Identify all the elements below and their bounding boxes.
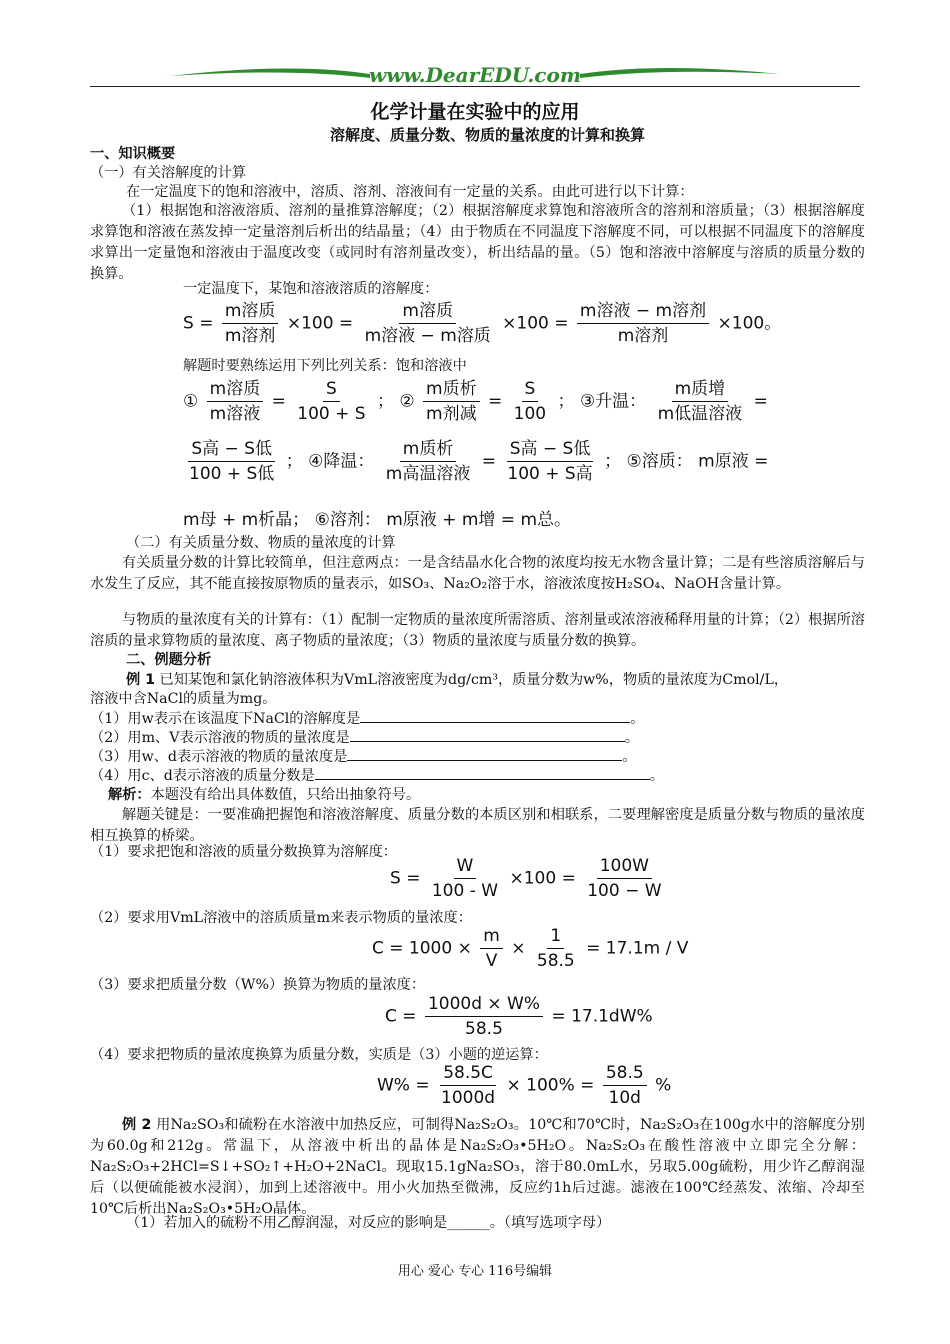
step-3: （3）要求把质量分数（W%）换算为物质的量浓度： (90, 977, 426, 993)
section1-p2: （1）根据饱和溶液溶质、溶剂的量推算溶解度；（2）根据溶解度求算饱和溶液所含的溶剂和溶质量；（3）根据溶解度求算饱和溶液在蒸发掉一定量溶剂后析出的结晶量；（4）由于物质在不同温度下溶解度不同，可以根据不同温度下的溶解度求算出一定量饱和溶液由于温度改变（或同时有溶剂量改变），析出结晶的量。（5）饱和溶液中溶解度与溶质的质量分数的换算。 (90, 203, 865, 282)
equation-2: C = 1000 × $\frac{m}{V}$ × $\frac{1}{58.5}$ = 17.1m / V (372, 926, 689, 971)
section1-sub1: （一）有关溶解度的计算 (90, 165, 247, 181)
formula-solubility: S = $\frac{\text{m溶质}}{\text{m溶剂}}$ ×100 = $\frac{\text{m溶质}}{\text{m溶液 − m溶质}}$ ×100 = $\frac{\text{m溶液 − m溶剂}}{\text{m溶剂}}$ ×100。 (183, 301, 782, 346)
section1-p3: 一定温度下，某饱和溶液溶质的溶解度： (183, 281, 439, 297)
section1-p4: 解题时要熟练运用下列比列关系：饱和溶液中 (183, 358, 467, 374)
step-1: （1）要求把饱和溶液的质量分数换算为溶解度： (90, 844, 397, 860)
example1-line2: 溶液中含NaCl的质量为mg。 (90, 691, 277, 707)
equation-4: W% = $\frac{58.5C}{1000d}$ × 100% = $\frac{58.5}{10d}$ % (377, 1063, 672, 1108)
equation-1: S = $\frac{W}{100 - W}$ ×100 = $\frac{100W}{100 - W}$ (390, 856, 662, 901)
example1-line1: 例 1 已知某饱和氯化钠溶液体积为VmL溶液密度为dg/cm³，质量分数为w%，物质的量浓度为Cmol/L， (126, 672, 789, 688)
section1-p1: 在一定温度下的饱和溶液中，溶质、溶剂、溶液间有一定量的关系。由此可进行以下计算： (126, 184, 694, 200)
page-subtitle: 溶解度、质量分数、物质的量浓度的计算和换算 (330, 126, 646, 144)
step-2: （2）要求用VmL溶液中的溶质质量m来表示物质的量浓度： (90, 910, 472, 926)
analysis-key: 解题关键是：一要准确把握饱和溶液溶解度、质量分数的本质区别和相联系，二要理解密度是质量分数与物质的量浓度相互换算的桥梁。 (90, 807, 865, 844)
question-1: （1）用w表示在该温度下NaCl的溶解度是 。 (90, 708, 865, 730)
formula-ratios-row2: $\frac{\text{S高 − S低}}{\text{100 + S低}}$ ； ④降温： $\frac{\text{m质析}}{\text{m高温溶液}}$ = $\frac{\text{S高 − S低}}{\text{100 + S高}}$ ； ⑤溶质： m原液 = (189, 439, 769, 484)
example1-label: 例 1 (126, 672, 155, 688)
page-footer: 用心 爱心 专心 116号编辑 (397, 1264, 553, 1279)
logo-text: www.DearEDU.com (368, 63, 582, 87)
formula-ratios-row1: ① $\frac{\text{m溶质}}{\text{m溶液}}$ = $\frac{S}{100 + S}$ ； ② $\frac{\text{m质析}}{\text{m剂减}}$ = $\frac{S}{100}$ ； ③升温： $\frac{\text{m质增}}{\text{m低温溶液}}$ = (183, 379, 768, 424)
answer-blank-2[interactable] (350, 727, 625, 742)
example2: 例 2 用Na₂SO₃和硫粉在水溶液中加热反应，可制得Na₂S₂O₃。10℃和70℃时，Na₂S₂O₃在100g水中的溶解度分别为60.0g和212g。常温下，从溶液中析出的晶体是Na₂S₂O₃•5H₂O。Na₂S₂O₃在酸性溶液中立即完全分解：Na₂S₂O₃+2HCl=S↓+SO₂↑+H₂O+2NaCl。现取15.1gNa₂SO₃，溶于80.0mL水，另取5.00g硫粉，用少许乙醇润湿后（以便硫能被水浸润），加到上述溶液中。用小火加热至微沸，反应约1h后过滤。滤液在100℃经蒸发、浓缩、冷却至10℃后析出Na₂S₂O₃•5H₂O晶体。 (90, 1117, 865, 1217)
section1-p5: 有关质量分数的计算比较简单，但注意两点：一是含结晶水化合物的浓度均按无水物含量计算；二是有些溶质溶解后与水发生了反应，其不能直接按原物质的量表示，如SO₃、Na₂O₂溶于水，溶液浓度按H₂SO₄、NaOH含量计算。 (90, 555, 865, 592)
question-4: （4）用c、d表示溶液的质量分数是 。 (90, 765, 865, 787)
equation-3: C = $\frac{1000d \times W\%}{58.5}$ = 17.1dW% (385, 994, 653, 1039)
analysis: 解析：本题没有给出具体数值，只给出抽象符号。 (108, 787, 421, 803)
analysis-label: 解析： (108, 787, 151, 803)
question-2: （2）用m、V表示溶液的物质的量浓度是 。 (90, 727, 865, 749)
section1-p6: 与物质的量浓度有关的计算有：（1）配制一定物质的量浓度所需溶质、溶剂量或浓溶液稀释用量的计算；（2）根据所溶溶质的量求算物质的量浓度、离子物质的量浓度；（3）物质的量浓度与质量分数的换算。 (90, 612, 865, 649)
example2-label: 例 2 (122, 1117, 152, 1133)
question-3: （3）用w、d表示溶液的物质的量浓度是 。 (90, 746, 865, 768)
example2-question1: （1）若加入的硫粉不用乙醇润湿，对反应的影响是______。（填写选项字母） (126, 1215, 611, 1231)
header-rule (90, 86, 860, 87)
section1-sub2: （二）有关质量分数、物质的量浓度的计算 (126, 535, 396, 551)
section1-heading: 一、知识概要 (90, 146, 176, 162)
answer-blank-4[interactable] (315, 765, 650, 780)
answer-blank-1[interactable] (360, 708, 630, 723)
answer-blank-3[interactable] (347, 746, 622, 761)
page-title: 化学计量在实验中的应用 (370, 101, 580, 123)
section2-heading: 二、例题分析 (126, 652, 212, 668)
formula-ratios-row3: m母 + m析晶； ⑥溶剂： m原液 + m增 = m总。 (183, 510, 572, 530)
step-4: （4）要求把物质的量浓度换算为质量分数，实质是（3）小题的逆运算： (90, 1047, 548, 1063)
